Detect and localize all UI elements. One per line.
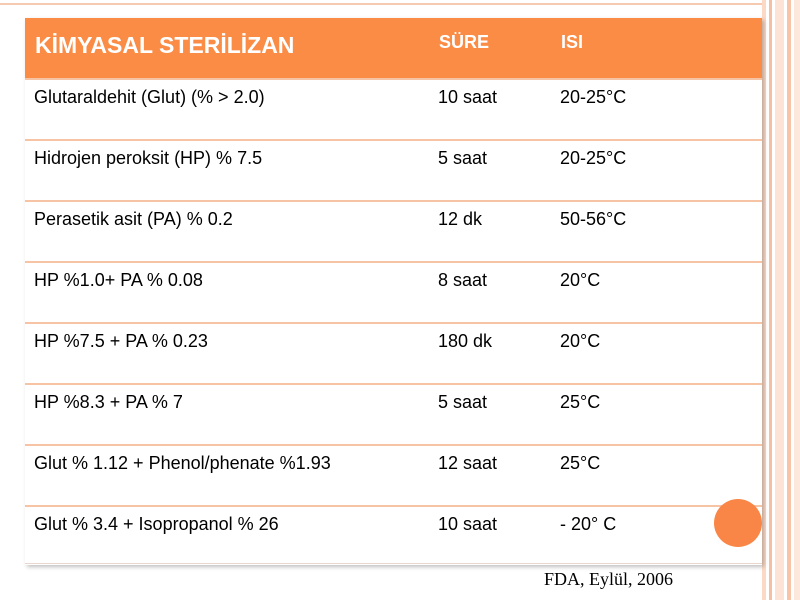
cell-duration: 5 saat — [429, 140, 551, 201]
table-row — [25, 506, 762, 565]
cell-sterilant: Glut % 3.4 + Isopropanol % 26 — [25, 506, 429, 565]
header-temperature: ISI — [551, 18, 762, 79]
cell-sterilant: Glut % 1.12 + Phenol/phenate %1.93 — [25, 445, 429, 506]
decorative-stripes — [762, 0, 800, 600]
table-row — [25, 445, 762, 506]
cell-duration: 8 saat — [429, 262, 551, 323]
sterilant-table — [25, 18, 762, 565]
header-duration: SÜRE — [429, 18, 551, 79]
table-row — [25, 201, 762, 262]
cell-temperature: 20-25°C — [551, 79, 762, 140]
bottom-rule — [25, 563, 762, 564]
cell-duration: 180 dk — [429, 323, 551, 384]
cell-sterilant: HP %1.0+ PA % 0.08 — [25, 262, 429, 323]
cell-sterilant: Glutaraldehit (Glut) (% > 2.0) — [25, 79, 429, 140]
table-row — [25, 323, 762, 384]
table-row — [25, 262, 762, 323]
cell-duration: 10 saat — [429, 506, 551, 565]
cell-temperature: 20°C — [551, 262, 762, 323]
table-row — [25, 79, 762, 140]
table-row — [25, 140, 762, 201]
cell-duration: 12 dk — [429, 201, 551, 262]
cell-duration: 10 saat — [429, 79, 551, 140]
cell-duration: 12 saat — [429, 445, 551, 506]
cell-temperature: - 20° C — [551, 506, 762, 565]
decorative-circle — [714, 499, 762, 547]
cell-temperature: 25°C — [551, 445, 762, 506]
cell-temperature: 25°C — [551, 384, 762, 445]
cell-temperature: 20°C — [551, 323, 762, 384]
cell-duration: 5 saat — [429, 384, 551, 445]
cell-temperature: 20-25°C — [551, 140, 762, 201]
table-row — [25, 384, 762, 445]
cell-sterilant: Perasetik asit (PA) % 0.2 — [25, 201, 429, 262]
cell-sterilant: Hidrojen peroksit (HP) % 7.5 — [25, 140, 429, 201]
top-rule — [0, 3, 762, 5]
header-sterilant: KİMYASAL STERİLİZAN — [25, 18, 429, 79]
table-header-row — [25, 18, 762, 79]
source-citation: FDA, Eylül, 2006 — [543, 569, 673, 589]
cell-temperature: 50-56°C — [551, 201, 762, 262]
cell-sterilant: HP %7.5 + PA % 0.23 — [25, 323, 429, 384]
cell-sterilant: HP %8.3 + PA % 7 — [25, 384, 429, 445]
